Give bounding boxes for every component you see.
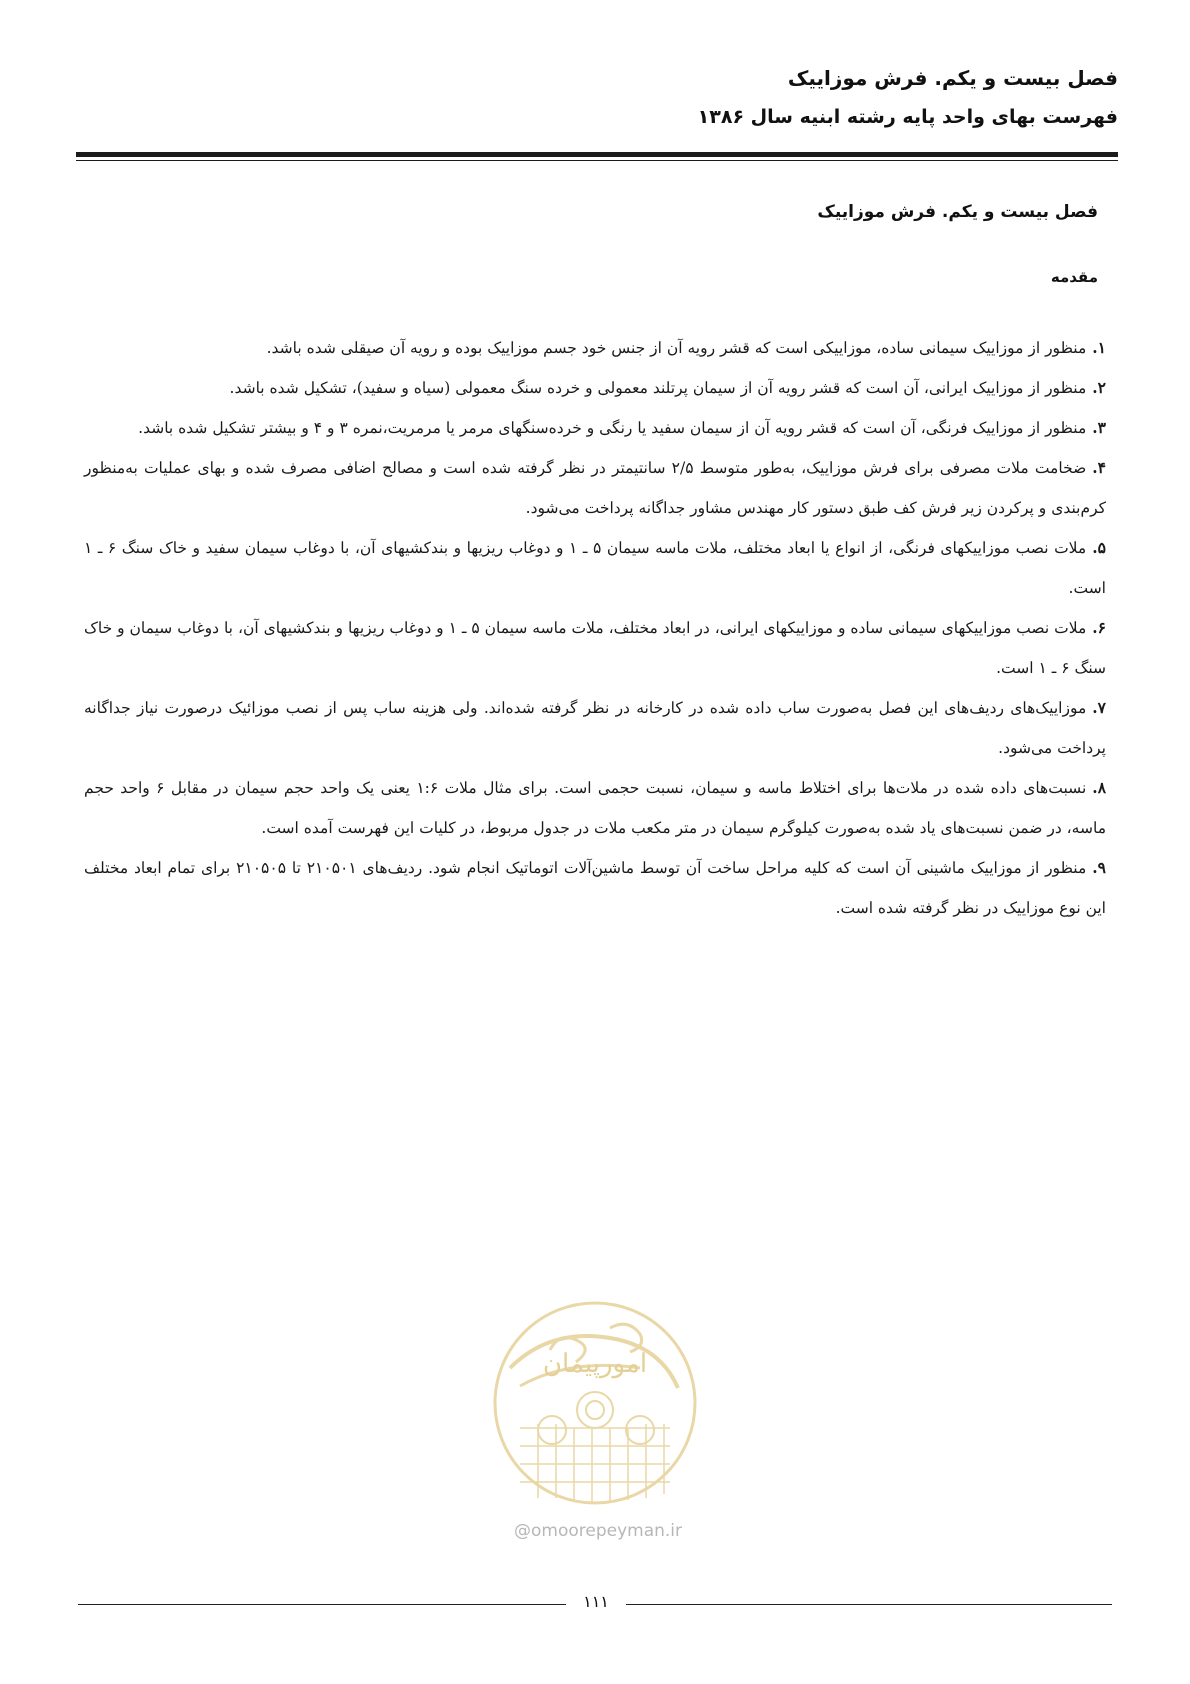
footer-rule-left [78, 1604, 566, 1605]
intro-title: مقدمه [1050, 268, 1098, 286]
item-text: منظور از موزاییک فرنگی، آن است که قشر رویه آن از سیمان سفید یا رنگی و خرده‌سنگهای مرمر یا مرمریت،نمره ۳ و ۴ و بیشتر تشکیل شده باشد. [138, 419, 1087, 437]
watermark-url: @omoorepeyman.ir [513, 1521, 683, 1541]
item-text: نسبت‌های داده شده در ملات‌ها برای اختلاط ماسه و سیمان، نسبت حجمی است. برای مثال ملات ۱:۶ یعنی یک واحد حجم سیمان در مقابل ۶ واحد حجم ماسه، در ضمن نسبت‌های یاد شده به‌صورت کیلوگرم سیمان در متر مکعب ملات در جدول مربوط، در کلیات این فهرست آمده است. [84, 779, 1106, 837]
item-text: منظور از موزاییک ماشینی آن است که کلیه مراحل ساخت آن توسط ماشین‌آلات اتوماتیک انجام شود. ردیف‌های ۲۱۰۵۰۱ تا ۲۱۰۵۰۵ برای تمام ابعاد مختلف این نوع موزاییک در نظر گرفته شده است. [84, 859, 1106, 917]
item-number: ۲. [1092, 378, 1106, 397]
list-item [84, 608, 1106, 688]
chapter-title: فصل بیست و یکم. فرش موزاییک [817, 202, 1098, 222]
item-number: ۴. [1092, 458, 1106, 477]
item-number: ۷. [1092, 698, 1106, 717]
footer-rule-right [626, 1604, 1112, 1605]
list-item [84, 328, 1106, 368]
list-item [84, 408, 1106, 448]
header-rule-thick [76, 152, 1118, 157]
item-text: ملات نصب موزاییکهای سیمانی ساده و موزاییکهای ایرانی، در ابعاد مختلف، ملات ماسه سیمان ۵ ـ ۱ و دوغاب ریزیها و بندکشیهای آن، با دوغاب سیمان و خاک سنگ ۶ ـ ۱ است. [84, 619, 1106, 677]
item-number: ۳. [1092, 418, 1106, 437]
item-text: منظور از موزاییک سیمانی ساده، موزاییکی است که قشر رویه آن از جنس خود جسم موزاییک بوده و رویه آن صیقلی شده باشد. [266, 339, 1087, 357]
header-chapter-line: فصل بیست و یکم. فرش موزاییک [787, 66, 1118, 90]
item-text: منظور از موزاییک ایرانی، آن است که قشر رویه آن از سیمان پرتلند معمولی و خرده سنگ معمولی (سیاه و سفید)، تشکیل شده باشد. [229, 379, 1087, 397]
list-item [84, 848, 1106, 928]
watermark-logo-text: امورپیمان [542, 1349, 648, 1379]
page-header [72, 58, 1118, 136]
header-catalog-line: فهرست بهای واحد پایه رشته ابنیه سال ۱۳۸۶ [697, 106, 1118, 128]
item-number: ۵. [1092, 538, 1106, 557]
item-text: ملات نصب موزاییکهای فرنگی، از انواع یا ابعاد مختلف، ملات ماسه سیمان ۵ ـ ۱ و دوغاب ریزیها و بندکشیهای آن، با دوغاب سیمان سفید و خاک سنگ ۶ ـ ۱ است. [84, 539, 1106, 597]
item-number: ۹. [1092, 858, 1106, 877]
watermark-logo [490, 1298, 700, 1508]
list-item [84, 528, 1106, 608]
item-number: ۱. [1092, 338, 1106, 357]
list-item [84, 368, 1106, 408]
intro-items-list [84, 328, 1106, 928]
list-item [84, 448, 1106, 528]
item-text: موزاییک‌های ردیف‌های این فصل به‌صورت ساب داده شده در کارخانه در نظر گرفته شده‌اند. ولی هزینه ساب پس از نصب موزائیک درصورت نیاز جداگانه پرداخت می‌شود. [84, 699, 1106, 757]
page-number: ۱۱۱ [583, 1592, 609, 1611]
list-item [84, 688, 1106, 768]
list-item [84, 768, 1106, 848]
item-number: ۸. [1092, 778, 1107, 797]
item-number: ۶. [1092, 618, 1106, 637]
header-rule-thin [76, 160, 1118, 161]
item-text: ضخامت ملات مصرفی برای فرش موزاییک، به‌طور متوسط ۲/۵ سانتیمتر در نظر گرفته شده است و مصالح اضافی مصرف شده و بهای عملیات به‌منظور کرم‌بندی و پرکردن زیر فرش کف طبق دستور کار مهندس مشاور جداگانه پرداخت می‌شود. [84, 459, 1106, 517]
